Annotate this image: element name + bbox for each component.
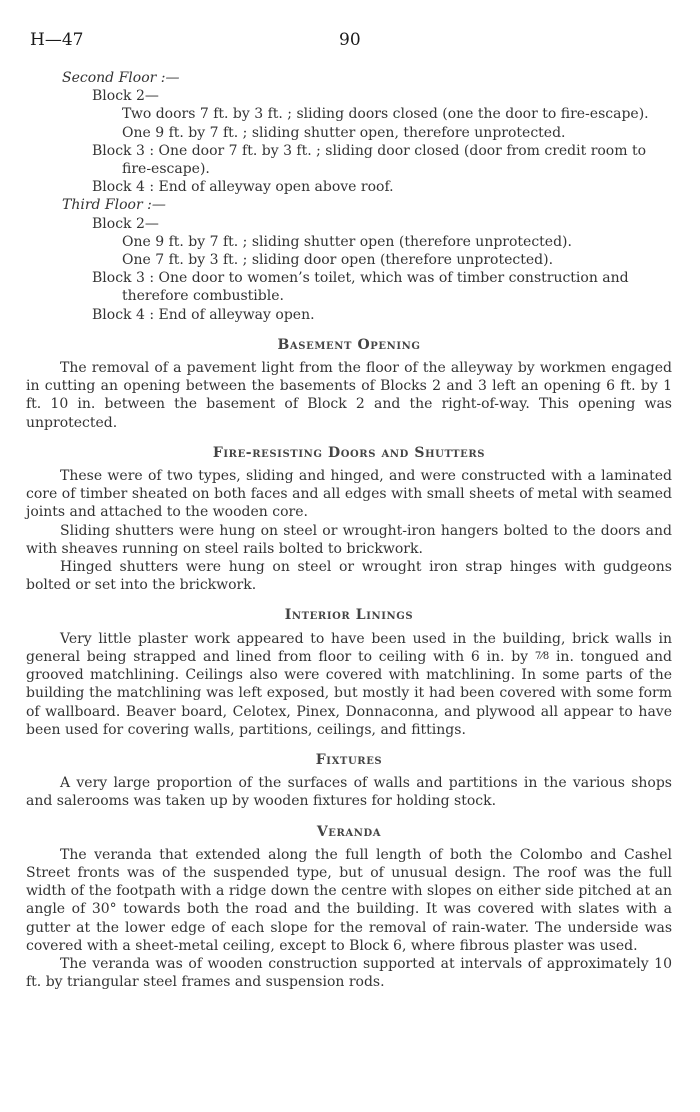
interior-linings-heading: Interior Linings [284,607,414,624]
second-floor-block4: Block 4 : End of alleyway open above roof. [92,179,394,196]
second-floor-block2-item: One 9 ft. by 7 ft. ; sliding shutter open, therefore unprotected. [122,124,566,141]
page-number: 90 [339,30,361,50]
document-reference: H—47 [30,30,84,50]
fire-doors-heading: Fire-resisting Doors and Shutters [212,444,486,461]
second-floor-block2-item: Two doors 7 ft. by 3 ft. ; sliding doors closed (one the door to fire-escape). [122,106,649,123]
fixtures-heading: Fixtures [315,751,383,768]
fraction-seven-eighths: 7⁄8 [534,650,550,662]
fixtures-paragraph: A very large proportion of the surfaces of walls and partitions in the various shops and salerooms was taken up by wooden fixtures for holding stock. [26,775,672,810]
third-floor-block3-cont: therefore combustible. [122,288,284,305]
second-floor-label: Second Floor :— [62,70,180,86]
third-floor-block3: Block 3 : One door to women’s toilet, which was of timber construction and [92,270,629,287]
interior-linings-text-a: Very little plaster work appeared to have been used in the building, brick walls in general being strapped and lined from floor to ceiling with 6 in. by [26,630,672,665]
fire-doors-paragraph: Sliding shutters were hung on steel or wrought-iron hangers bolted to the doors and with sheaves running on steel rails bolted to brickwork. [26,522,672,557]
basement-opening-paragraph: The removal of a pavement light from the floor of the alleyway by workmen engaged in cutting an opening between the basements of Blocks 2 and 3 left an opening 6 ft. by 1 ft. 10 in. between the basement of Block 2 and the right-of-way. This opening was unprotected. [26,360,672,431]
interior-linings-paragraph [26,630,672,739]
third-floor-block2-label: Block 2— [92,215,159,232]
second-floor-block3: Block 3 : One door 7 ft. by 3 ft. ; sliding door closed (door from credit room to [92,142,647,159]
third-floor-block2-item: One 7 ft. by 3 ft. ; sliding door open (therefore unprotected). [122,252,554,269]
third-floor-block2-item: One 9 ft. by 7 ft. ; sliding shutter open (therefore unprotected). [122,233,572,250]
veranda-paragraph: The veranda was of wooden construction supported at intervals of approximately 10 ft. by triangular steel frames and suspension rods. [26,955,672,991]
interior-linings-text-b: in. tongued and grooved matchlining. Ceilings also were covered with matchlining. In some parts of the building the matchlining was left exposed, but mostly it had been covered with some form of wallboard. Beaver board, Celotex, Pinex, Donnaconna, and plywood all appear to have been used for covering walls, partitions, ceilings, and fittings. [26,648,672,738]
veranda-paragraph: The veranda that extended along the full length of both the Colombo and Cashel Street fronts was of the suspended type, but of unusual design. The roof was the full width of the footpath with a ridge down the centre with slopes on either side pitched at an angle of 30° towards both the road and the building. It was covered with slates with a gutter at the lower edge of each slope for the removal of rain-water. The underside was covered with a sheet-metal ceiling, except to Block 6, where fibrous plaster was used. [26,846,672,954]
fire-doors-paragraph: Hinged shutters were hung on steel or wrought iron strap hinges with gudgeons bolted or set into the brickwork. [26,559,672,594]
document-body [26,69,672,991]
second-floor-block2-label: Block 2— [92,88,159,105]
third-floor-block4: Block 4 : End of alleyway open. [92,306,315,323]
third-floor-label: Third Floor :— [62,197,166,214]
fire-doors-paragraph: These were of two types, sliding and hinged, and were constructed with a laminated core of timber sheated on both faces and all edges with small sheets of metal with seamed joints and attached to the wooden core. [26,468,672,521]
basement-opening-heading: Basement Opening [277,336,421,353]
veranda-heading: Veranda [316,823,382,840]
second-floor-block3-cont: fire-escape). [122,161,210,178]
